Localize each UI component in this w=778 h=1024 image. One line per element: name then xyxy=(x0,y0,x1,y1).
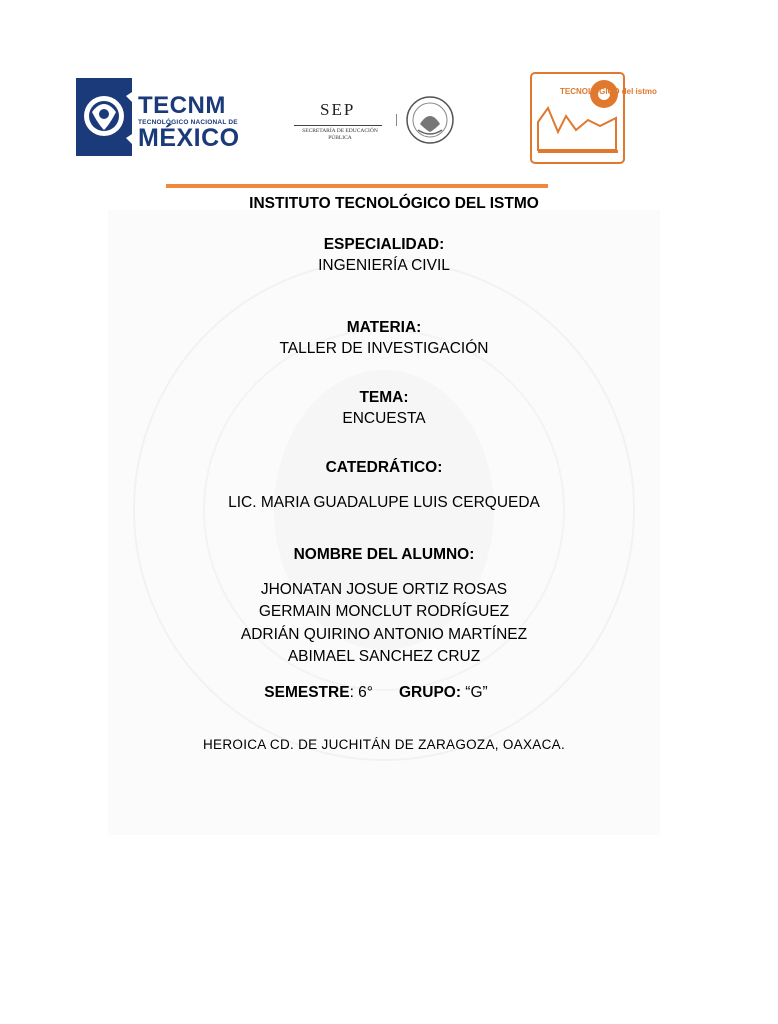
topic-label: TEMA: xyxy=(359,389,409,406)
itistmo-logo-text: TECNOLÓGICO del istmo xyxy=(560,87,657,96)
itistmo-emblem-icon xyxy=(530,72,657,164)
student-name: JHONATAN JOSUE ORTIZ ROSAS xyxy=(260,581,508,598)
student-name: GERMAIN MONCLUT RODRÍGUEZ xyxy=(258,603,510,620)
topic-value: ENCUESTA xyxy=(342,410,426,427)
sep-divider xyxy=(294,125,382,126)
group-value: “G” xyxy=(461,684,488,701)
tecnm-logo xyxy=(72,74,240,160)
specialty-label: ESPECIALIDAD: xyxy=(323,236,445,253)
semester-label: SEMESTRE xyxy=(264,684,350,701)
subject-value: TALLER DE INVESTIGACIÓN xyxy=(279,340,489,357)
tecnm-country: MÉXICO xyxy=(138,124,240,152)
student-name: ADRIÁN QUIRINO ANTONIO MARTÍNEZ xyxy=(240,626,528,643)
tecnm-title: TECNM xyxy=(138,92,226,119)
students-label: NOMBRE DEL ALUMNO: xyxy=(293,546,475,563)
student-name: ABIMAEL SANCHEZ CRUZ xyxy=(287,648,481,665)
location: HEROICA CD. DE JUCHITÁN DE ZARAGOZA, OAXACA. xyxy=(203,737,565,752)
sep-subtitle: SECRETARÍA DE EDUCACIÓN PÚBLICA xyxy=(302,128,378,141)
mexican-coat-of-arms-icon xyxy=(404,94,456,146)
subject-label: MATERIA: xyxy=(346,319,422,336)
sep-separator xyxy=(396,114,397,126)
header-divider xyxy=(166,184,548,188)
tecnm-emblem-icon xyxy=(72,74,136,160)
semester-group-line xyxy=(0,684,760,702)
group-label: GRUPO: xyxy=(399,684,461,701)
itistmo-logo xyxy=(530,72,657,164)
sep-title: SEP xyxy=(320,100,356,119)
professor-value: LIC. MARIA GUADALUPE LUIS CERQUEDA xyxy=(228,494,540,511)
semester-value: : 6° xyxy=(349,684,373,701)
tecnm-subtitle: TECNOLÓGICO NACIONAL DE xyxy=(138,119,238,126)
specialty-value: INGENIERÍA CIVIL xyxy=(318,257,450,274)
sep-logo xyxy=(292,96,462,146)
institute-name: INSTITUTO TECNOLÓGICO DEL ISTMO xyxy=(249,195,539,212)
professor-label: CATEDRÁTICO: xyxy=(325,459,443,476)
